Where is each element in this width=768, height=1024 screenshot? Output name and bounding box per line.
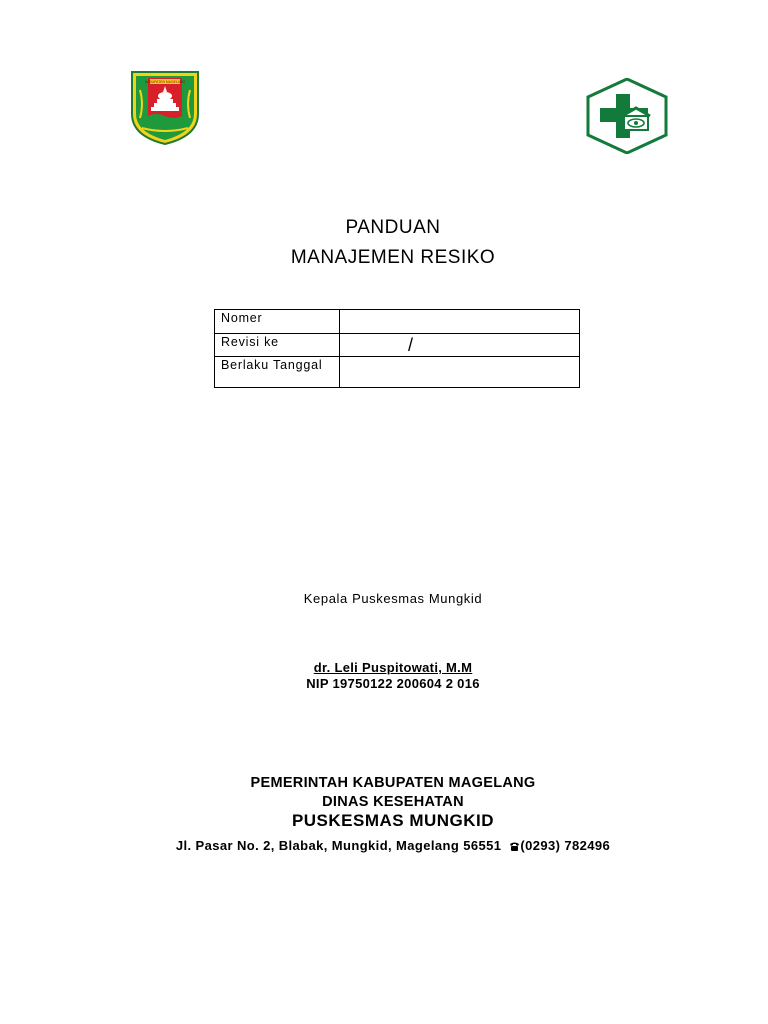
- kabupaten-magelang-emblem: [130, 70, 200, 146]
- footer-government: PEMERINTAH KABUPATEN MAGELANG: [250, 775, 536, 791]
- footer-phone: (0293) 782496: [520, 838, 611, 853]
- document-title-line-2: MANAJEMEN RESIKO: [290, 247, 496, 268]
- table-row: [215, 357, 580, 388]
- footer-institution: PUSKESMAS MUNGKID: [291, 811, 495, 830]
- footer-address-line: [0, 838, 768, 853]
- svg-text:KABUPATEN MAGELANG: KABUPATEN MAGELANG: [144, 80, 186, 84]
- nomer-value: [340, 310, 580, 334]
- table-row: [215, 310, 580, 334]
- revisi-value: /: [408, 335, 414, 355]
- footer-address: Jl. Pasar No. 2, Blabak, Mungkid, Magelang 56551: [175, 838, 502, 853]
- phone-icon: [509, 839, 520, 849]
- berlaku-tanggal-label: Berlaku Tanggal: [215, 357, 340, 388]
- berlaku-tanggal-value: [340, 357, 580, 388]
- puskesmas-cross-logo: [586, 78, 668, 154]
- footer-department: DINAS KESEHATAN: [322, 794, 464, 810]
- revisi-cell: [340, 334, 580, 357]
- signer-name: dr. Leli Puspitowati, M.M: [313, 660, 473, 675]
- document-title-line-1: PANDUAN: [345, 217, 441, 238]
- document-control-table: [214, 309, 580, 388]
- revisi-label: Revisi ke: [215, 334, 340, 357]
- nomer-label: Nomer: [215, 310, 340, 334]
- signer-position: Kepala Puskesmas Mungkid: [303, 591, 483, 606]
- table-row: [215, 334, 580, 357]
- signer-nip: NIP 19750122 200604 2 016: [306, 676, 480, 691]
